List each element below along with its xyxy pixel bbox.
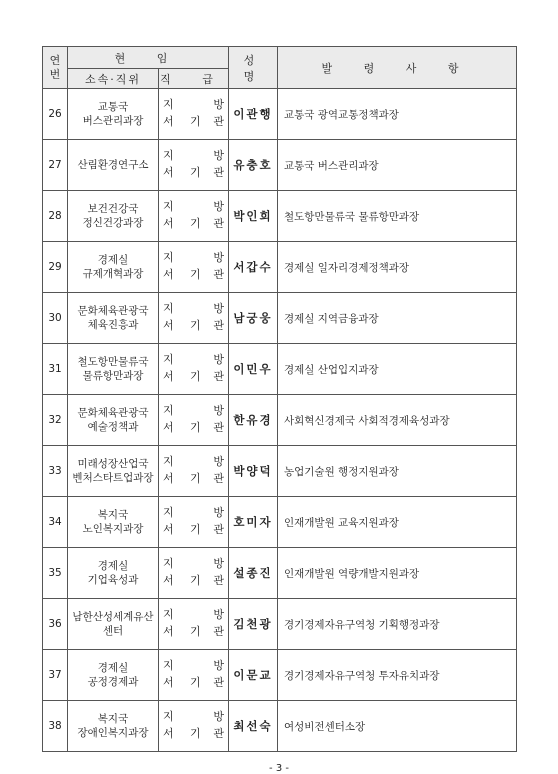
row-serial-no: 31 (43, 344, 68, 395)
affiliation-line-2: 벤처스타트업과장 (72, 472, 154, 484)
table-row (43, 89, 517, 140)
row-person-name: 박인희 (229, 191, 278, 242)
grade-char: 관 (213, 625, 224, 638)
grade-char: 서 (163, 217, 174, 230)
grade-char: 지 (163, 455, 174, 468)
grade-char: 서 (163, 370, 174, 383)
row-assignment: 철도항만물류국 물류항만과장 (278, 191, 517, 242)
grade-char: 관 (213, 217, 224, 230)
grade-char: 관 (213, 421, 224, 434)
row-grade (159, 293, 229, 344)
row-affiliation (68, 344, 159, 395)
header-serial-no: 연번 (43, 47, 68, 89)
table-row (43, 395, 517, 446)
table-row (43, 344, 517, 395)
row-assignment: 경제실 산업입지과장 (278, 344, 517, 395)
row-person-name: 호미자 (229, 497, 278, 548)
affiliation-line-2: 기업육성과 (87, 574, 139, 586)
row-affiliation (68, 242, 159, 293)
header-affiliation: 소속·직위 (68, 69, 159, 89)
row-affiliation (68, 191, 159, 242)
grade-char: 지 (163, 200, 174, 213)
row-person-name: 서갑수 (229, 242, 278, 293)
grade-char: 지 (163, 149, 174, 162)
row-serial-no: 28 (43, 191, 68, 242)
grade-char: 관 (213, 727, 224, 740)
row-grade (159, 599, 229, 650)
row-assignment: 농업기술원 행정지원과장 (278, 446, 517, 497)
grade-char: 방 (213, 506, 224, 519)
grade-char: 서 (163, 421, 174, 434)
row-affiliation (68, 599, 159, 650)
row-serial-no: 35 (43, 548, 68, 599)
grade-char: 서 (163, 268, 174, 281)
grade-char: 서 (163, 727, 174, 740)
grade-char: 방 (213, 455, 224, 468)
row-assignment: 여성비전센터소장 (278, 701, 517, 752)
row-person-name: 한유경 (229, 395, 278, 446)
row-affiliation (68, 650, 159, 701)
personnel-table (42, 46, 517, 752)
affiliation-line-1: 복지국 (97, 509, 129, 521)
row-serial-no: 37 (43, 650, 68, 701)
grade-char: 기 (190, 574, 201, 587)
affiliation-line-1: 경제실 (97, 560, 129, 572)
table-row (43, 191, 517, 242)
grade-char: 지 (163, 98, 174, 111)
table-row (43, 599, 517, 650)
affiliation-line-1: 경제실 (97, 254, 129, 266)
grade-char: 관 (213, 472, 224, 485)
row-serial-no: 29 (43, 242, 68, 293)
row-assignment: 경기경제자유구역청 투자유치과장 (278, 650, 517, 701)
table-row (43, 140, 517, 191)
grade-char: 지 (163, 251, 174, 264)
row-grade (159, 140, 229, 191)
affiliation-line-1: 철도항만물류국 (77, 356, 149, 368)
row-grade (159, 89, 229, 140)
row-serial-no: 30 (43, 293, 68, 344)
grade-char: 지 (163, 608, 174, 621)
row-assignment: 교통국 버스관리과장 (278, 140, 517, 191)
grade-char: 서 (163, 472, 174, 485)
row-assignment: 경기경제자유구역청 기획행정과장 (278, 599, 517, 650)
row-assignment: 교통국 광역교통정책과장 (278, 89, 517, 140)
row-grade (159, 242, 229, 293)
grade-char: 지 (163, 557, 174, 570)
row-serial-no: 38 (43, 701, 68, 752)
table-row (43, 293, 517, 344)
row-assignment: 경제실 일자리경제정책과장 (278, 242, 517, 293)
header-name: 성 명 (229, 47, 278, 89)
page-number: - 3 - (269, 763, 289, 774)
row-grade (159, 650, 229, 701)
affiliation-line-2: 노인복지과장 (82, 523, 144, 535)
row-serial-no: 33 (43, 446, 68, 497)
row-affiliation (68, 395, 159, 446)
row-serial-no: 27 (43, 140, 68, 191)
row-person-name: 최선숙 (229, 701, 278, 752)
grade-char: 기 (190, 115, 201, 128)
table-row (43, 650, 517, 701)
row-person-name: 설종진 (229, 548, 278, 599)
grade-char: 서 (163, 319, 174, 332)
grade-char: 기 (190, 625, 201, 638)
row-affiliation (68, 497, 159, 548)
grade-char: 관 (213, 268, 224, 281)
grade-char: 지 (163, 404, 174, 417)
grade-char: 방 (213, 404, 224, 417)
grade-char: 기 (190, 217, 201, 230)
grade-char: 기 (190, 727, 201, 740)
grade-char: 방 (213, 353, 224, 366)
grade-char: 관 (213, 574, 224, 587)
grade-char: 기 (190, 319, 201, 332)
row-grade (159, 395, 229, 446)
row-grade (159, 497, 229, 548)
row-person-name: 유충호 (229, 140, 278, 191)
affiliation-line-2: 예술정책과 (87, 421, 139, 433)
row-person-name: 김천광 (229, 599, 278, 650)
table-row (43, 701, 517, 752)
grade-char: 지 (163, 659, 174, 672)
row-person-name: 이민우 (229, 344, 278, 395)
grade-char: 기 (190, 676, 201, 689)
row-person-name: 남궁웅 (229, 293, 278, 344)
grade-char: 방 (213, 149, 224, 162)
affiliation-line-1: 산림환경연구소 (77, 159, 149, 171)
grade-char: 관 (213, 370, 224, 383)
row-serial-no: 36 (43, 599, 68, 650)
row-grade (159, 191, 229, 242)
row-serial-no: 34 (43, 497, 68, 548)
grade-char: 방 (213, 251, 224, 264)
grade-char: 방 (213, 200, 224, 213)
affiliation-line-2: 버스관리과장 (82, 115, 144, 127)
grade-char: 지 (163, 506, 174, 519)
row-grade (159, 701, 229, 752)
grade-char: 기 (190, 472, 201, 485)
grade-char: 서 (163, 625, 174, 638)
header-grade: 직 급 (159, 69, 229, 89)
grade-char: 지 (163, 302, 174, 315)
grade-char: 서 (163, 574, 174, 587)
grade-char: 서 (163, 166, 174, 179)
grade-char: 지 (163, 353, 174, 366)
row-affiliation (68, 446, 159, 497)
grade-char: 서 (163, 676, 174, 689)
row-person-name: 이문교 (229, 650, 278, 701)
header-current-position: 현 임 (68, 47, 229, 69)
affiliation-line-1: 남한산성세계유산센터 (72, 611, 154, 637)
row-affiliation (68, 548, 159, 599)
row-assignment: 인재개발원 교육지원과장 (278, 497, 517, 548)
affiliation-line-1: 보건건강국 (87, 203, 139, 215)
row-assignment: 인재개발원 역량개발지원과장 (278, 548, 517, 599)
grade-char: 관 (213, 676, 224, 689)
grade-char: 기 (190, 421, 201, 434)
row-person-name: 박양덕 (229, 446, 278, 497)
grade-char: 방 (213, 608, 224, 621)
row-affiliation (68, 140, 159, 191)
grade-char: 관 (213, 166, 224, 179)
grade-char: 기 (190, 268, 201, 281)
row-grade (159, 548, 229, 599)
grade-char: 방 (213, 302, 224, 315)
grade-char: 지 (163, 710, 174, 723)
grade-char: 기 (190, 370, 201, 383)
affiliation-line-2: 규제개혁과장 (82, 268, 144, 280)
grade-char: 기 (190, 523, 201, 536)
affiliation-line-1: 복지국 (97, 713, 129, 725)
row-grade (159, 446, 229, 497)
affiliation-line-1: 경제실 (97, 662, 129, 674)
affiliation-line-1: 문화체육관광국 (77, 407, 149, 419)
grade-char: 관 (213, 523, 224, 536)
grade-char: 방 (213, 98, 224, 111)
grade-char: 관 (213, 319, 224, 332)
affiliation-line-2: 물류항만과장 (82, 370, 144, 382)
row-person-name: 이관행 (229, 89, 278, 140)
grade-char: 관 (213, 115, 224, 128)
grade-char: 서 (163, 115, 174, 128)
header-assignment: 발 령 사 항 (278, 47, 517, 89)
affiliation-line-2: 체육진흥과 (87, 319, 139, 331)
grade-char: 방 (213, 557, 224, 570)
table-row (43, 497, 517, 548)
row-grade (159, 344, 229, 395)
grade-char: 서 (163, 523, 174, 536)
row-affiliation (68, 701, 159, 752)
table-row (43, 446, 517, 497)
row-affiliation (68, 89, 159, 140)
table-row (43, 548, 517, 599)
row-affiliation (68, 293, 159, 344)
row-assignment: 경제실 지역금융과장 (278, 293, 517, 344)
row-serial-no: 32 (43, 395, 68, 446)
affiliation-line-2: 정신건강과장 (82, 217, 144, 229)
table-row (43, 242, 517, 293)
affiliation-line-1: 교통국 (97, 101, 129, 113)
grade-char: 방 (213, 659, 224, 672)
affiliation-line-2: 공정경제과 (87, 676, 139, 688)
row-serial-no: 26 (43, 89, 68, 140)
row-assignment: 사회혁신경제국 사회적경제육성과장 (278, 395, 517, 446)
affiliation-line-1: 미래성장산업국 (77, 458, 149, 470)
affiliation-line-1: 문화체육관광국 (77, 305, 149, 317)
grade-char: 방 (213, 710, 224, 723)
affiliation-line-2: 장애인복지과장 (77, 727, 149, 739)
grade-char: 기 (190, 166, 201, 179)
